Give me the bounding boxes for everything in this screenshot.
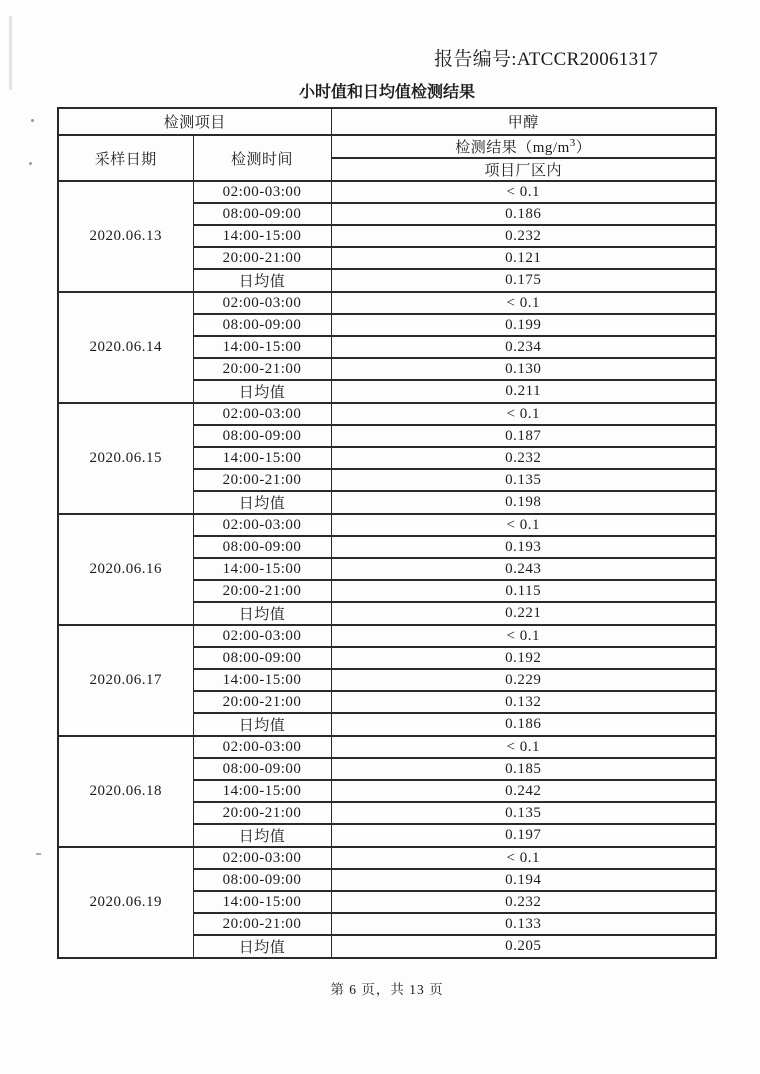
result-value-cell: 0.199 [331,314,716,336]
scan-speck [36,853,41,855]
result-value-cell: < 0.1 [331,736,716,758]
result-value-cell: 0.186 [331,713,716,736]
test-time-cell: 08:00-09:00 [193,647,331,669]
report-number: 报告编号:ATCCR20061317 [434,49,658,70]
table-row [58,292,716,314]
sample-date-cell: 2020.06.19 [58,847,193,958]
table-header-row [58,108,716,135]
result-value-cell: 0.243 [331,558,716,580]
result-value-cell: 0.130 [331,358,716,380]
test-time-cell: 20:00-21:00 [193,358,331,380]
test-time-cell: 20:00-21:00 [193,580,331,602]
test-time-cell: 20:00-21:00 [193,913,331,935]
test-time-cell: 02:00-03:00 [193,625,331,647]
result-value-cell: 0.205 [331,935,716,958]
test-time-cell: 14:00-15:00 [193,447,331,469]
header-result-unit: 检测结果$(mg/m^3)$ [331,135,716,158]
result-value-cell: 0.185 [331,758,716,780]
header-substance: 甲醇 [331,108,716,135]
result-value-cell: 0.133 [331,913,716,935]
test-time-cell: 14:00-15:00 [193,558,331,580]
test-time-cell: 08:00-09:00 [193,425,331,447]
sample-date-cell: 2020.06.14 [58,292,193,403]
test-time-cell: 08:00-09:00 [193,758,331,780]
table-row [58,736,716,758]
test-time-cell: 14:00-15:00 [193,891,331,913]
result-value-cell: 0.232 [331,447,716,469]
result-value-cell: 0.175 [331,269,716,292]
results-table [57,107,717,959]
daily-average-cell: 日均值 [193,269,331,292]
test-time-cell: 02:00-03:00 [193,181,331,203]
result-value-cell: 0.187 [331,425,716,447]
daily-average-cell: 日均值 [193,602,331,625]
result-value-cell: 0.198 [331,491,716,514]
test-time-cell: 08:00-09:00 [193,869,331,891]
header-test-time: 检测时间 [193,135,331,181]
header-sample-date: 采样日期 [58,135,193,181]
result-value-cell: < 0.1 [331,514,716,536]
test-time-cell: 02:00-03:00 [193,292,331,314]
header-location: 项目厂区内 [331,158,716,181]
result-value-cell: 0.121 [331,247,716,269]
result-value-cell: 0.232 [331,225,716,247]
table-header-row [58,135,716,158]
sample-date-cell: 2020.06.15 [58,403,193,514]
test-time-cell: 20:00-21:00 [193,802,331,824]
result-value-cell: 0.186 [331,203,716,225]
test-time-cell: 20:00-21:00 [193,469,331,491]
scan-streak [9,16,12,90]
daily-average-cell: 日均值 [193,713,331,736]
result-value-cell: < 0.1 [331,181,716,203]
table-row [58,514,716,536]
result-value-cell: < 0.1 [331,625,716,647]
test-time-cell: 08:00-09:00 [193,536,331,558]
test-time-cell: 02:00-03:00 [193,847,331,869]
result-value-cell: 0.242 [331,780,716,802]
page-footer: 第 6 页，共 13 页 [330,982,444,997]
daily-average-cell: 日均值 [193,380,331,403]
test-time-cell: 14:00-15:00 [193,336,331,358]
table-title: 小时值和日均值检测结果 [298,84,475,101]
result-value-cell: 0.132 [331,691,716,713]
test-time-cell: 02:00-03:00 [193,736,331,758]
result-value-cell: 0.193 [331,536,716,558]
result-value-cell: 0.232 [331,891,716,913]
scan-speck [29,162,32,165]
test-time-cell: 20:00-21:00 [193,247,331,269]
test-time-cell: 02:00-03:00 [193,403,331,425]
result-value-cell: 0.192 [331,647,716,669]
result-value-cell: 0.229 [331,669,716,691]
sample-date-cell: 2020.06.18 [58,736,193,847]
result-value-cell: 0.234 [331,336,716,358]
table-row [58,403,716,425]
daily-average-cell: 日均值 [193,491,331,514]
test-time-cell: 14:00-15:00 [193,669,331,691]
sample-date-cell: 2020.06.17 [58,625,193,736]
table-row [58,181,716,203]
result-value-cell: < 0.1 [331,403,716,425]
result-value-cell: 0.197 [331,824,716,847]
table-row [58,625,716,647]
test-time-cell: 20:00-21:00 [193,691,331,713]
sample-date-cell: 2020.06.16 [58,514,193,625]
test-time-cell: 08:00-09:00 [193,203,331,225]
daily-average-cell: 日均值 [193,824,331,847]
header-test-item: 检测项目 [58,108,331,135]
scan-speck [31,119,34,122]
test-time-cell: 08:00-09:00 [193,314,331,336]
result-value-cell: 0.135 [331,469,716,491]
result-value-cell: < 0.1 [331,847,716,869]
test-time-cell: 14:00-15:00 [193,225,331,247]
result-value-cell: 0.135 [331,802,716,824]
result-value-cell: 0.115 [331,580,716,602]
result-value-cell: 0.221 [331,602,716,625]
sample-date-cell: 2020.06.13 [58,181,193,292]
report-content [57,83,717,959]
test-time-cell: 14:00-15:00 [193,780,331,802]
test-time-cell: 02:00-03:00 [193,514,331,536]
daily-average-cell: 日均值 [193,935,331,958]
table-row [58,847,716,869]
result-value-cell: 0.211 [331,380,716,403]
result-value-cell: 0.194 [331,869,716,891]
result-value-cell: < 0.1 [331,292,716,314]
